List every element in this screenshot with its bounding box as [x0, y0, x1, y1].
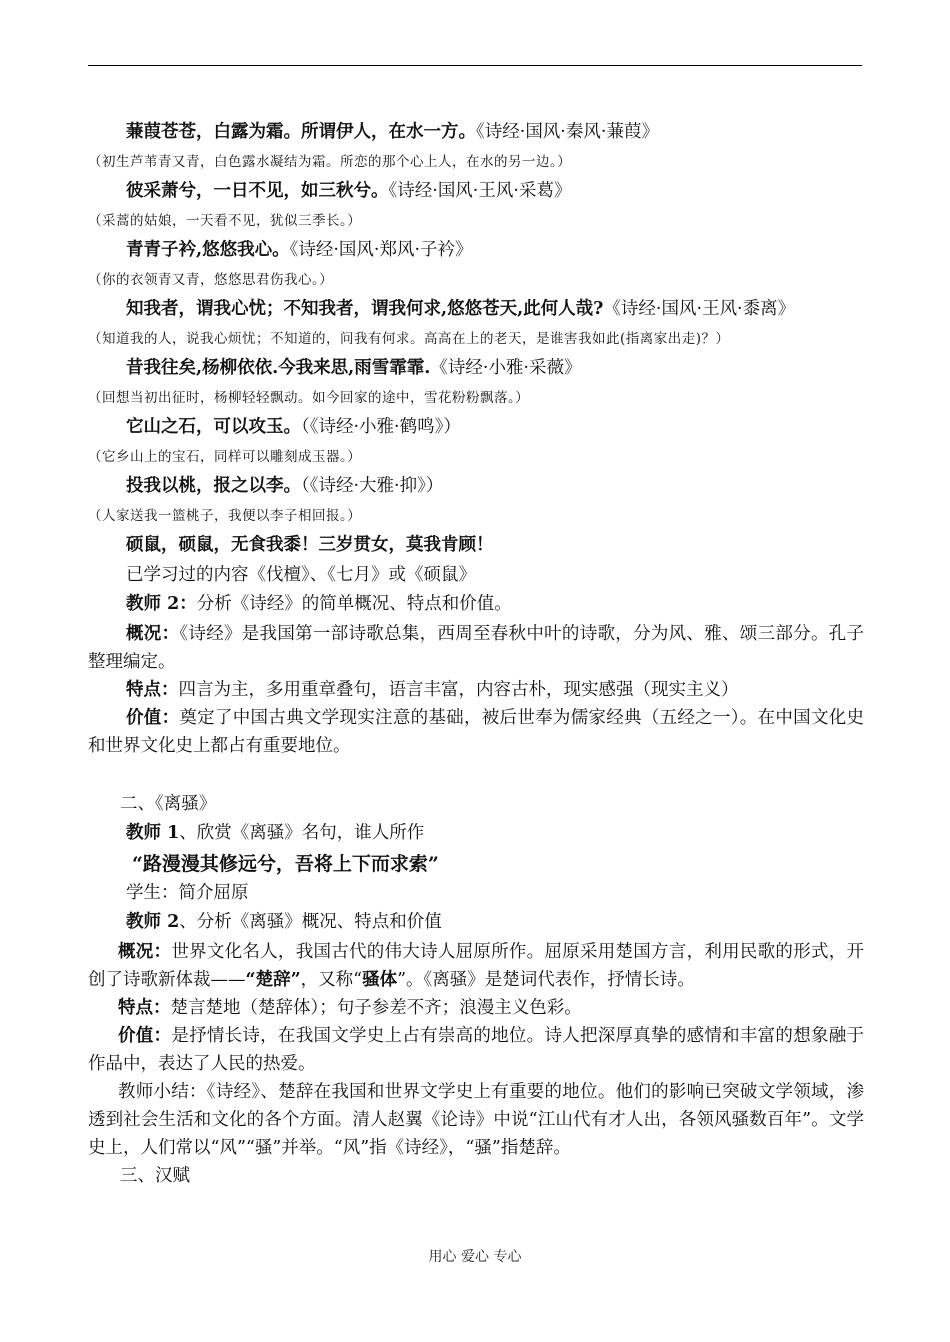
- value-label: 价值：: [118, 1025, 172, 1046]
- shijing-overview: [88, 620, 864, 676]
- spacer: [88, 760, 864, 790]
- features-label: 特点：: [118, 997, 171, 1018]
- shuoshu-verse: 硕鼠，硕鼠，无食我黍！三岁贯女，莫我肯顾！: [126, 535, 494, 555]
- header-rule: [88, 65, 862, 66]
- poem-source: 《诗经·国风·郑风·子衿》: [289, 240, 473, 260]
- poem-note: （知道我的人，说我心烦忧；不知道的，问我有何求。高高在上的老天，是谁害我如此(指离家出走)？）: [88, 330, 730, 347]
- overview-text-c: ，又称“: [300, 969, 363, 990]
- poem-source: 《诗经·小雅·采薇》: [430, 358, 582, 378]
- poem-line: [88, 472, 864, 502]
- teacher1-text: 、欣赏《离骚》名句，谁人所作: [179, 823, 425, 843]
- shijing-features: [88, 676, 864, 704]
- features-text: 四言为主，多用重章叠句，语言丰富，内容古朴，现实感强（现实主义）: [178, 679, 739, 700]
- overview-text: 《诗经》是我国第一部诗歌总集，西周至春秋中叶的诗歌，分为风、雅、颂三部分。孔子整理编定。: [88, 623, 865, 672]
- section-heading: 二、《离骚》: [120, 793, 217, 814]
- document-body: [88, 118, 864, 1191]
- lisao-overview: [88, 938, 864, 994]
- overview-label: 概况：: [118, 941, 172, 962]
- value-text: 是抒情长诗，在我国文学史上占有崇高的地位。诗人把深厚真挚的感情和丰富的想象融于作品中，表达了人民的热爱。: [88, 1025, 865, 1074]
- student-line: 学生：简介屈原: [126, 882, 249, 903]
- teacher1-line: [88, 819, 864, 849]
- features-text: 楚言楚地（楚辞体）；句子参差不齐；浪漫主义色彩。: [170, 997, 582, 1018]
- poem-source: 《诗经·国风·王风·黍离》: [603, 299, 796, 319]
- poem-verse: 投我以桃，报之以李。: [126, 476, 301, 496]
- poem-verse: 彼采萧兮，一日不见，如三秋兮。: [126, 181, 389, 201]
- poem-line: [88, 413, 864, 443]
- poem-note: （人家送我一篮桃子，我便以李子相回报。）: [88, 507, 362, 524]
- poem-verse: 它山之石，可以攻玉。: [126, 417, 301, 437]
- lisao-value: [88, 1022, 864, 1078]
- poem-note: （采蒿的姑娘，一天看不见，犹似三季长。）: [88, 212, 362, 229]
- poem-verse: 蒹葭苍苍，白露为霜。所谓伊人，在水一方。: [126, 122, 476, 142]
- overview-chuci: “楚辞”: [245, 969, 301, 990]
- features-label: 特点：: [126, 679, 179, 700]
- teacher-summary: 教师小结：《诗经》、楚辞在我国和世界文学史上有重要的地位。他们的影响已突破文学领域，渗透到社会生活和文化的各个方面。清人赵翼《论诗》中说“江山代有才人出，各领风骚数百年”。文学史上，人们常以“风”“骚”并举。“风”指《诗经》，“骚”指楚辞。: [88, 1081, 864, 1158]
- poem-line: [88, 354, 864, 384]
- overview-text-e: ”。《离骚》是楚词代表作，抒情长诗。: [397, 969, 695, 990]
- lisao-features: [88, 994, 864, 1022]
- poem-source: 《诗经·国风·秦风·蒹葭》: [476, 122, 659, 142]
- overview-label: 概况：: [126, 623, 180, 644]
- poem-line: [88, 118, 864, 148]
- poem-verse: 知我者，谓我心忧；不知我者，谓我何求,悠悠苍天,此何人哉?: [126, 299, 604, 319]
- poem-note: （初生芦苇青又青，白色露水凝结为霜。所恋的那个心上人，在水的另一边。）: [88, 153, 572, 170]
- poem-verse: 昔我往矣,杨柳依依.今我来思,雨雪霏霏.: [126, 358, 431, 378]
- teacher2-line-lisao: [88, 908, 864, 938]
- poem-line: [88, 236, 864, 266]
- poem-source: （《诗经·小雅·鹤鸣》）: [301, 417, 461, 437]
- poem-verse: 青青子衿,悠悠我心。: [126, 240, 290, 260]
- poem-source: （《诗经·大雅·抑》）: [301, 476, 444, 496]
- poem-line: [88, 295, 864, 325]
- teacher2-text: 、分析《离骚》概况、特点和价值: [179, 912, 442, 932]
- teacher2-label: 教师 2：: [126, 594, 197, 614]
- poem-note: （它乡山上的宝石，同样可以雕刻成玉器。）: [88, 448, 362, 465]
- poem-note: （回想当初出征时，杨柳轻轻飘动。如今回家的途中，雪花粉粉飘落。）: [88, 389, 530, 406]
- overview-text-a: 世界文化名人，我国古代的伟大诗人屈原所作。屈原采用楚国方言，利用民歌的形式，开创了诗歌新体裁——: [88, 941, 865, 990]
- teacher1-label: 教师 1: [126, 823, 180, 843]
- value-label: 价值：: [126, 707, 180, 728]
- section-heading: 三、汉赋: [120, 1165, 190, 1186]
- teacher2-label: 教师 2: [126, 912, 180, 932]
- teacher2-line: [88, 590, 864, 620]
- page-footer: 用心 爱心 专心: [428, 1249, 522, 1265]
- poem-source: 《诗经·国风·王风·采葛》: [388, 181, 572, 201]
- shijing-value: [88, 704, 864, 760]
- overview-saoti: 骚体: [362, 969, 398, 990]
- lisao-quote: “路漫漫其修远兮，吾将上下而求索”: [132, 852, 439, 875]
- learned-note: 已学习过的内容《伐檀》、《七月》或《硕鼠》: [126, 564, 476, 585]
- teacher2-text: 分析《诗经》的简单概况、特点和价值。: [196, 594, 512, 614]
- value-text: 奠定了中国古典文学现实注意的基础，被后世奉为儒家经典（五经之一）。在中国文化史和世界文化史上都占有重要地位。: [88, 707, 865, 756]
- poem-note: （你的衣领青又青，悠悠思君伤我心。）: [88, 271, 334, 288]
- poem-line: [88, 177, 864, 207]
